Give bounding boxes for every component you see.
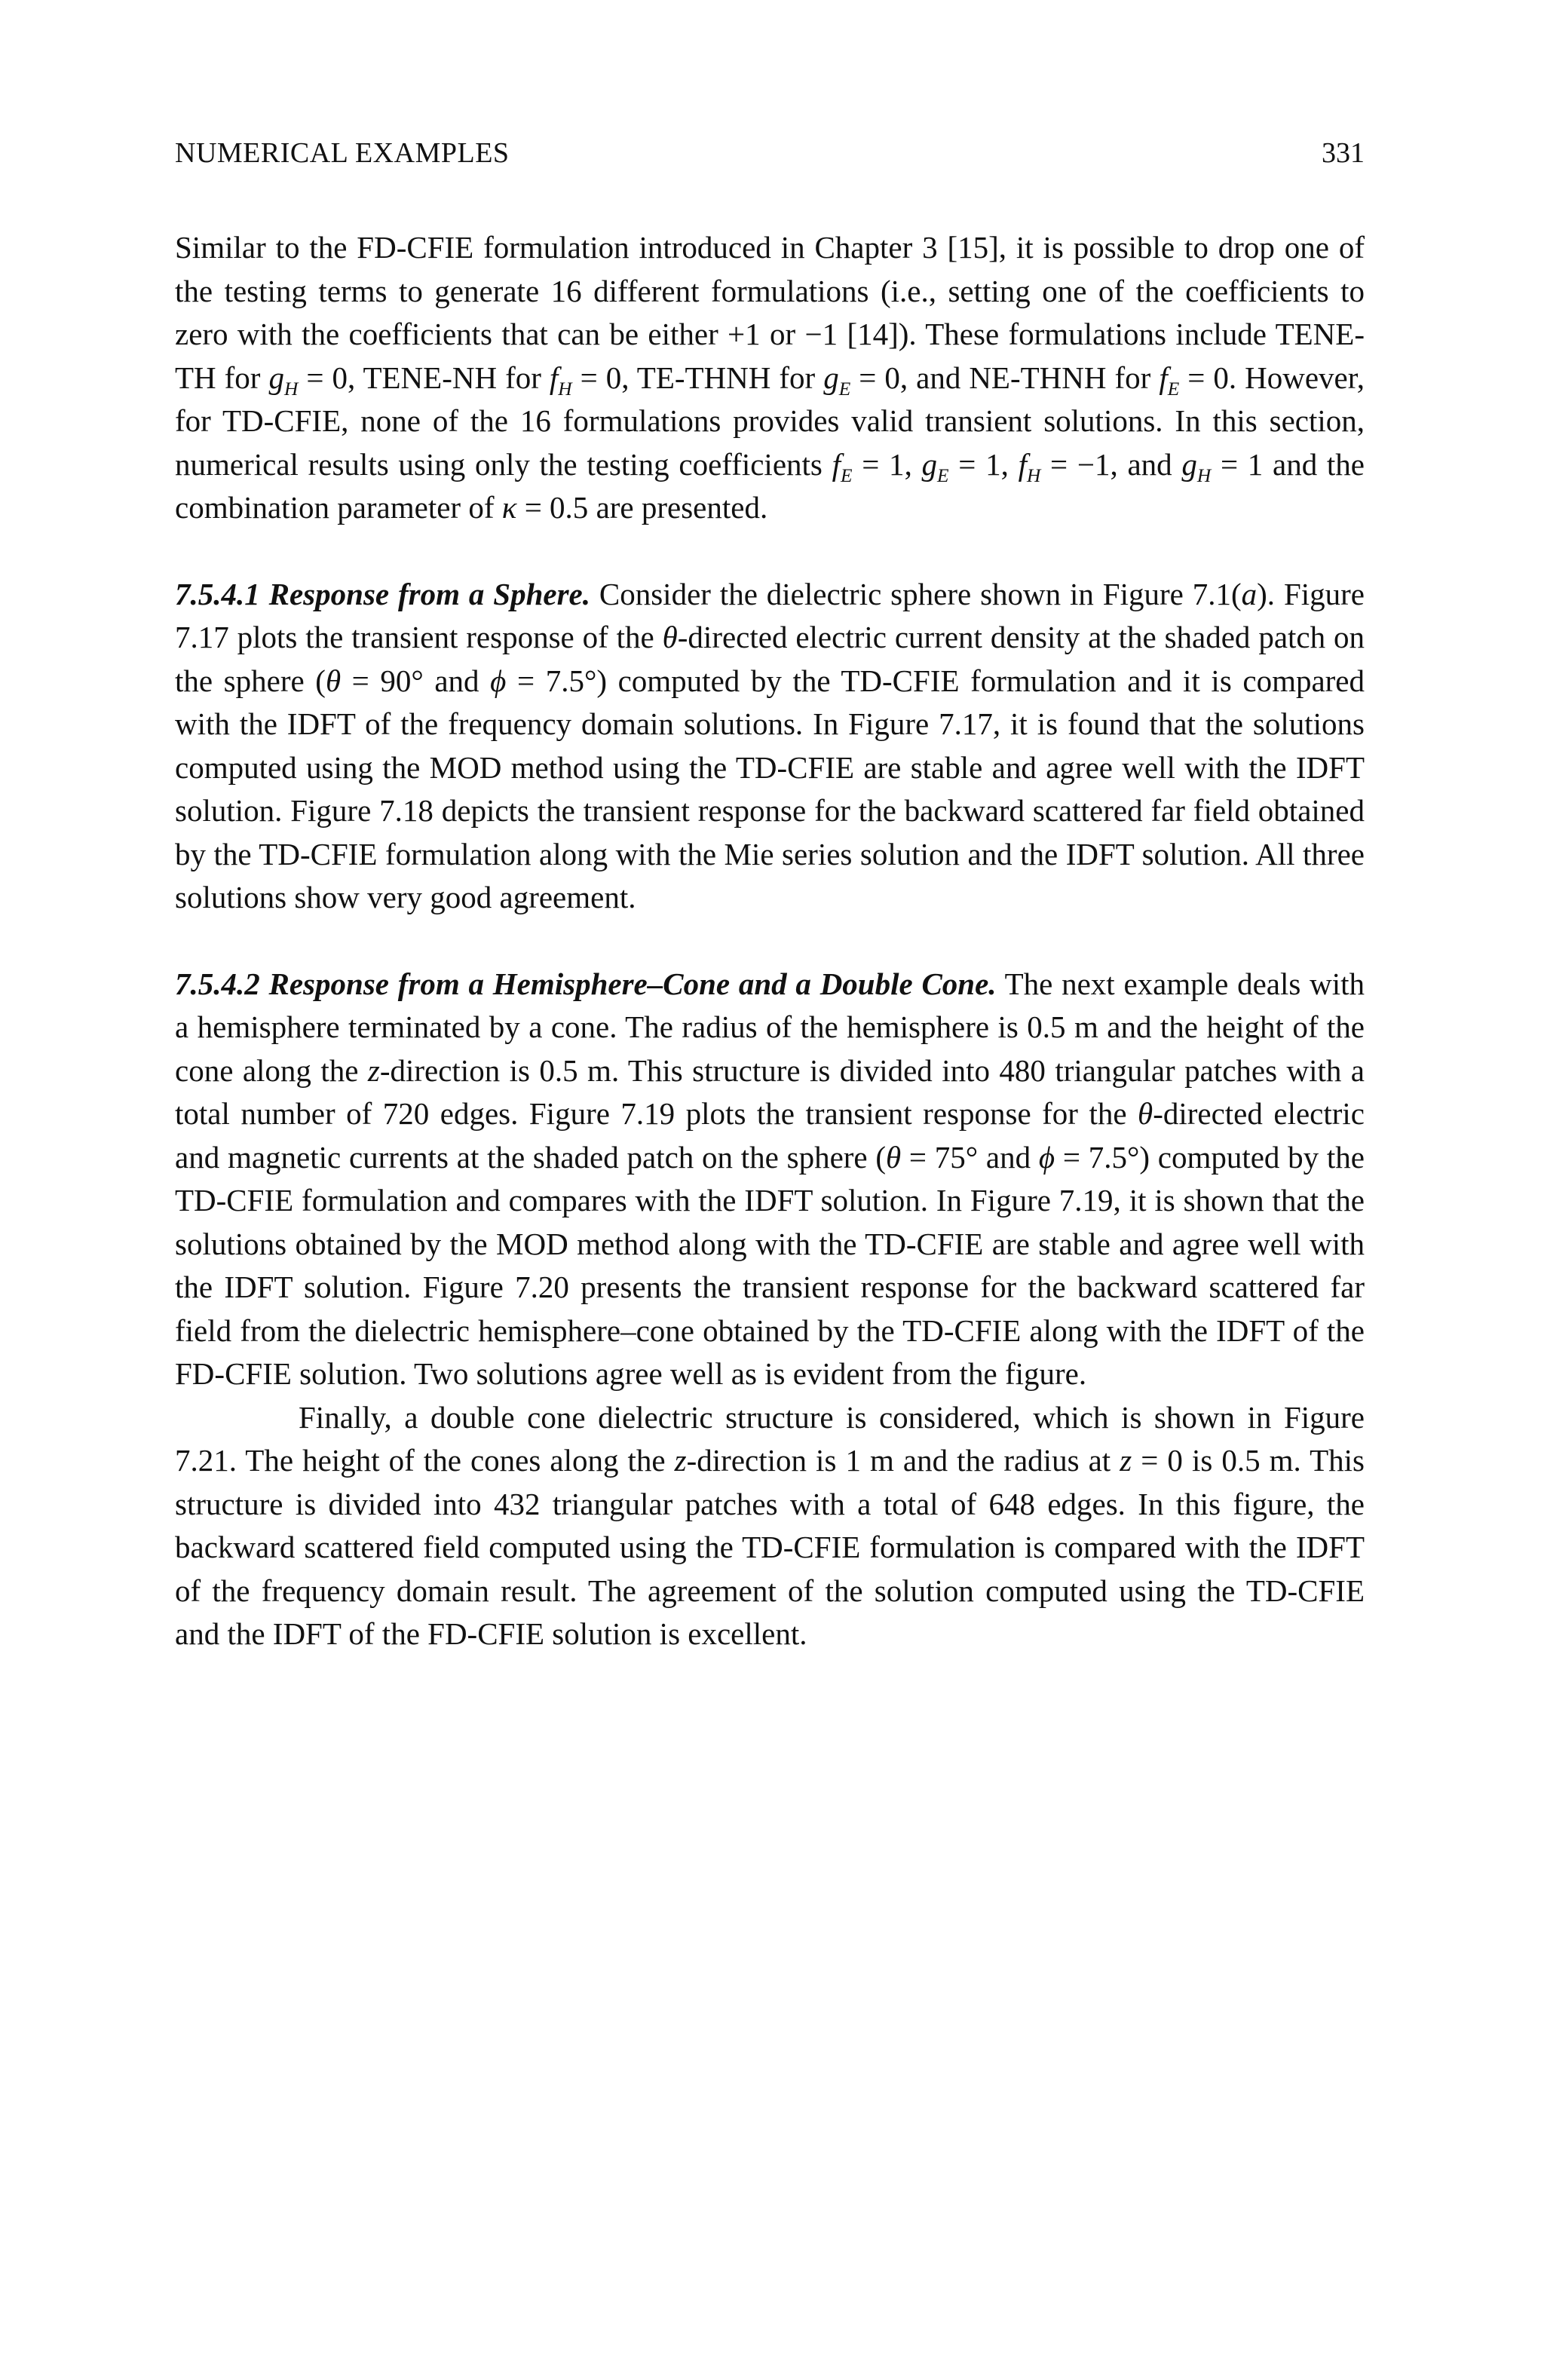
running-title: NUMERICAL EXAMPLES xyxy=(175,137,510,169)
body-text xyxy=(175,226,1365,1656)
paragraph-double-cone: Finally, a double cone dielectric structure is considered, which is shown in Figure 7.21. The height of the cones along the z-direction is 1 m and the radius at z = 0 is 0.5 m. This structure is divided into 432 triangular patches with a total of 648 edges. In this figure, the backward scattered field computed using the TD-CFIE formulation is compared with the IDFT of the frequency domain result. The agreement of the solution computed using the TD-CFIE and the IDFT of the FD-CFIE solution is excellent. xyxy=(175,1399,1365,1651)
paragraph-formulations: Similar to the FD-CFIE formulation introduced in Chapter 3 [15], it is possible to drop one of the testing terms to generate 16 different formulations (i.e., setting one of the coefficients to zero with the coefficients that can be either +1 or −1 [14]). These formulations include TENE-TH for $g_H = 0$, TENE-NH for $f_H = 0$, TE-THNH for $g_E = 0$, and NE-THNH for $f_E = 0$. However, for TD-CFIE, none of the 16 formulations provides valid transient solutions. In this section, numerical results using only the testing coefficients $f_E = 1$, $g_E = 1$, $f_H = -1$, and $g_H = 1$ and the combination parameter of κ = 0.5 are presented. xyxy=(175,230,1365,525)
page-number: 331 xyxy=(1322,137,1365,169)
section-heading-7-5-4-2: 7.5.4.2 Response from a Hemisphere–Cone and a Double Cone. xyxy=(175,966,997,1001)
paragraph-sphere: 7.5.4.1 Response from a Sphere. Consider the dielectric sphere shown in Figure 7.1(a). Figure 7.17 plots the transient response of the θ-directed electric current density at the shaded patch on the sphere (θ = 90° and ϕ = 7.5°) computed by the TD-CFIE formulation and it is compared with the IDFT of the frequency domain solutions. In Figure 7.17, it is found that the solutions computed using the MOD method using the TD-CFIE are stable and agree well with the IDFT solution. Figure 7.18 depicts the transient response for the backward scattered far field obtained by the TD-CFIE formulation along with the Mie series solution and the IDFT solution. All three solutions show very good agreement. xyxy=(175,576,1365,914)
paragraph-hemisphere-cone: 7.5.4.2 Response from a Hemisphere–Cone and a Double Cone. The next example deals with a hemisphere terminated by a cone. The radius of the hemisphere is 0.5 m and the height of the cone along the z-direction is 0.5 m. This structure is divided into 480 triangular patches with a total number of 720 edges. Figure 7.19 plots the transient response for the θ-directed electric and magnetic currents at the shaded patch on the sphere (θ = 75° and ϕ = 7.5°) computed by the TD-CFIE formulation and compares with the IDFT solution. In Figure 7.19, it is shown that the solutions obtained by the MOD method along with the TD-CFIE are stable and agree well with the IDFT solution. Figure 7.20 presents the transient response for the backward scattered far field from the dielectric hemisphere–cone obtained by the TD-CFIE along with the IDFT of the FD-CFIE solution. Two solutions agree well as is evident from the figure. xyxy=(175,966,1365,1391)
section-heading-7-5-4-1: 7.5.4.1 Response from a Sphere. xyxy=(175,576,590,611)
